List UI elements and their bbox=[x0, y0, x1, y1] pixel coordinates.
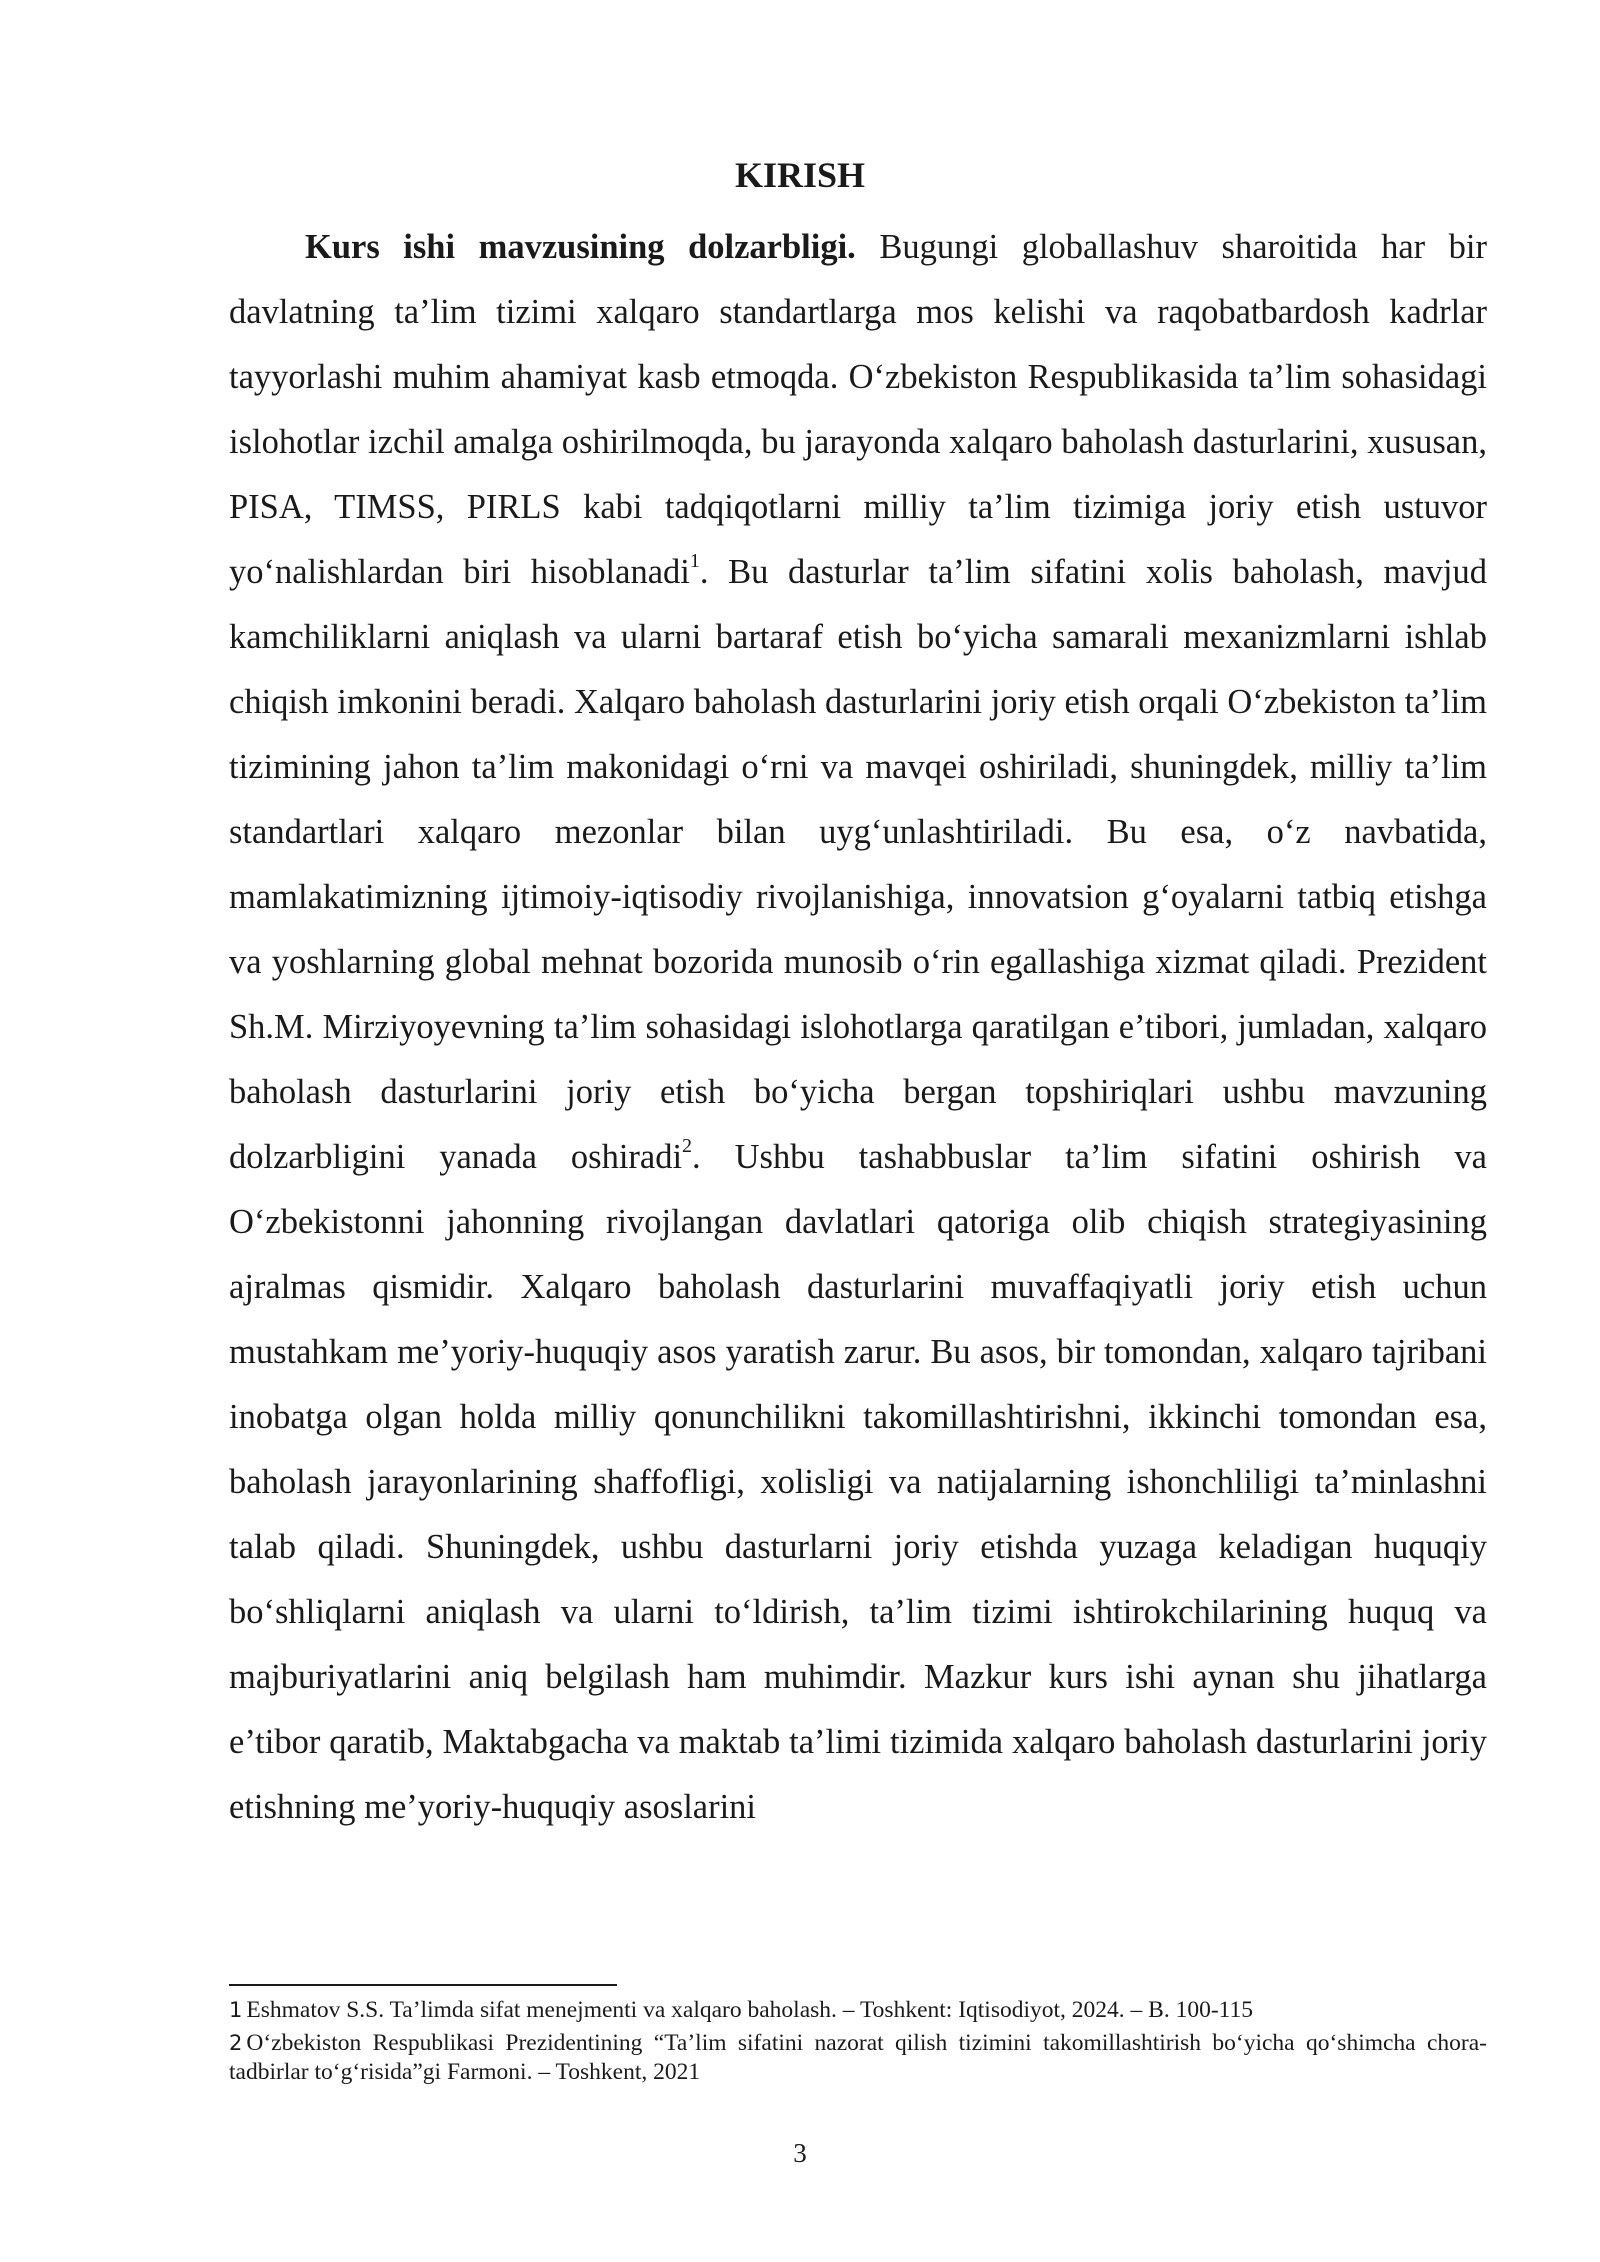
paragraph-text-part-2: . Bu dasturlar ta’lim sifatini xolis baholash, mavjud kamchiliklarni aniqlash va ularni bartaraf etish bo‘yicha samarali mexanizmlarni ishlab chiqish imkonini beradi. Xalqaro baholash dasturlarini joriy etish orqali O‘zbekiston ta’lim tizimining jahon ta’lim makonidagi o‘rni va mavqei oshiriladi, shuningdek, milliy ta’lim standartlari xalqaro mezonlar bilan uyg‘unlashtiriladi. Bu esa, o‘z navbatida, mamlakatimizning ijtimoiy-iqtisodiy rivojlanishiga, innovatsion g‘oyalarni tatbiq etishga va yoshlarning global mehnat bozorida munosib o‘rin egallashiga xizmat qiladi. Prezident Sh.M. Mirziyoyevning ta’lim sohasidagi islohotlarga qaratilgan e’tibori, jumladan, xalqaro baholash dasturlarini joriy etish bo‘yicha bergan topshiriqlari ushbu mavzuning dolzarbligini yanada oshiradi bbox=[229, 553, 1488, 1176]
section-heading: KIRISH bbox=[734, 155, 866, 195]
paragraph-lead: Kurs ishi mavzusining dolzarbligi. bbox=[305, 228, 856, 266]
footnote-separator bbox=[229, 1984, 617, 1986]
footnote-reference-1[interactable]: 1 bbox=[689, 549, 700, 572]
footnote-1 bbox=[229, 1996, 1487, 2025]
footnote-2 bbox=[229, 2029, 1487, 2087]
footnote-text: Eshmatov S.S. Ta’limda sifat menejmenti va xalqaro baholash. – Toshkent: Iqtisodiyot, 2024. – B. 100-115 bbox=[246, 1997, 1254, 2023]
footnote-text: O‘zbekiston Respublikasi Prezidentining “Ta’lim sifatini nazorat qilish tizimini takomillashtirish bo‘yicha qo‘shimcha chora-tadbirlar to‘g‘risida”gi Farmoni. – Toshkent, 2021 bbox=[229, 2030, 1487, 2085]
page-number: 3 bbox=[793, 2138, 807, 2168]
footnote-number: 2 bbox=[229, 2031, 243, 2055]
paragraph-text-part-3: . Ushbu tashabbuslar ta’lim sifatini oshirish va O‘zbekistonni jahonning rivojlangan davlatlari qatoriga olib chiqish strategiyasining ajralmas qismidir. Xalqaro baholash dasturlarini muvaffaqiyatli joriy etish uchun mustahkam me’yoriy-huquqiy asos yaratish zarur. Bu asos, bir tomondan, xalqaro tajribani inobatga olgan holda milliy qonunchilikni takomillashtirishni, ikkinchi tomondan esa, baholash jarayonlarining shaffofligi, xolisligi va natijalarning ishonchliligi ta’minlashni talab qiladi. Shuningdek, ushbu dasturlarni joriy etishda yuzaga keladigan huquqiy bo‘shliqlarni aniqlash va ularni to‘ldirish, ta’lim tizimi ishtirokchilarining huquq va majburiyatlarini aniq belgilash ham muhimdir. Mazkur kurs ishi aynan shu jihatlarga e’tibor qaratib, Maktabgacha va maktab ta’limi tizimida xalqaro baholash dasturlarini joriy etishning me’yoriy-huquqiy asoslarini bbox=[229, 1138, 1487, 1826]
body-paragraph bbox=[229, 215, 1487, 1840]
footnotes-section bbox=[229, 1996, 1487, 2091]
footnote-number: 1 bbox=[229, 1998, 243, 2022]
footnote-reference-2[interactable]: 2 bbox=[682, 1134, 693, 1157]
paragraph-text-part-1: Bugungi globallashuv sharoitida har bir davlatning ta’lim tizimi xalqaro standartlarga mos kelishi va raqobatbardosh kadrlar tayyorlashi muhim ahamiyat kasb etmoqda. O‘zbekiston Respublikasida ta’lim sohasidagi islohotlar izchil amalga oshirilmoqda, bu jarayonda xalqaro baholash dasturlarini, xususan, PISA, TIMSS, PIRLS kabi tadqiqotlarni milliy ta’lim tizimiga joriy etish ustuvor yo‘nalishlardan biri hisoblanadi bbox=[229, 228, 1487, 591]
